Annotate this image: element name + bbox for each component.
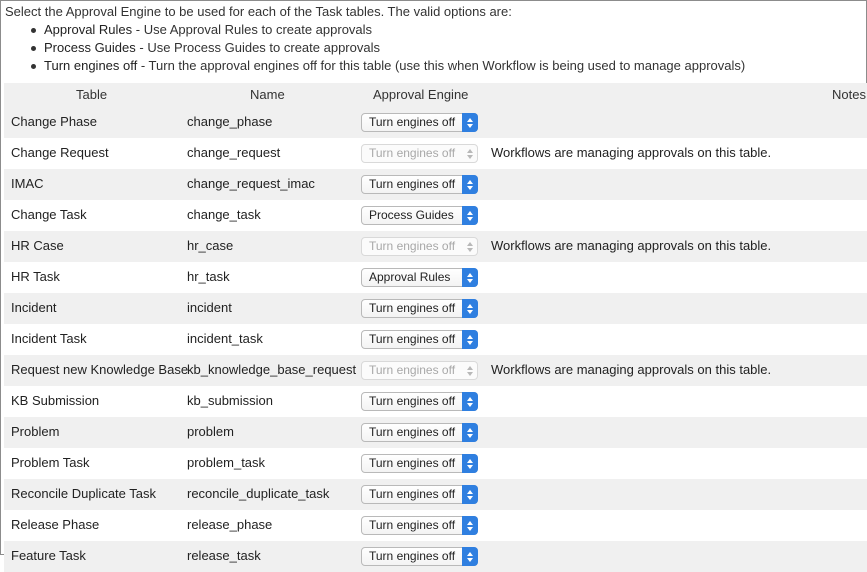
select-value: Turn engines off <box>369 456 456 470</box>
table-row <box>4 262 867 293</box>
select-value: Turn engines off <box>369 146 456 160</box>
option-approval-rules <box>44 21 745 39</box>
select-value: Process Guides <box>369 208 454 222</box>
select-value: Turn engines off <box>369 332 456 346</box>
select-value: Turn engines off <box>369 518 456 532</box>
cell-table-label: KB Submission <box>11 393 100 408</box>
approval-engine-select[interactable] <box>361 516 478 535</box>
cell-table-label: Change Task <box>11 207 87 222</box>
option-desc: - Use Approval Rules to create approvals <box>132 22 373 37</box>
select-value: Turn engines off <box>369 487 456 501</box>
table-row <box>4 386 867 417</box>
cell-table-name: hr_task <box>187 269 230 284</box>
table-row <box>4 541 867 572</box>
approval-engine-select[interactable] <box>361 423 478 442</box>
cell-table-name: change_request_imac <box>187 176 315 191</box>
cell-table-name: change_request <box>187 145 281 160</box>
table-row <box>4 293 867 324</box>
cell-table-label: Request new Knowledge Base <box>11 362 189 377</box>
cell-table-name: incident_task <box>187 331 263 346</box>
select-value: Turn engines off <box>369 115 456 129</box>
select-stepper-icon <box>462 268 478 287</box>
approval-engine-select[interactable] <box>361 113 478 132</box>
option-name: Approval Rules <box>44 22 133 37</box>
cell-table-label: IMAC <box>11 176 44 191</box>
approval-engine-select[interactable] <box>361 454 478 473</box>
select-value: Turn engines off <box>369 239 456 253</box>
approval-engine-select <box>361 144 478 163</box>
approval-engine-select[interactable] <box>361 330 478 349</box>
approval-engine-select[interactable] <box>361 206 478 225</box>
select-stepper-icon <box>462 113 478 132</box>
table-row <box>4 448 867 479</box>
cell-table-label: Feature Task <box>11 548 86 563</box>
options-list <box>5 21 745 75</box>
approval-engine-select[interactable] <box>361 392 478 411</box>
select-value: Turn engines off <box>369 363 456 377</box>
cell-table-label: Release Phase <box>11 517 100 532</box>
approval-engine-select[interactable] <box>361 268 478 287</box>
cell-table-name: kb_knowledge_base_request <box>187 362 357 377</box>
approval-engine-select[interactable] <box>361 547 478 566</box>
cell-table-name: reconcile_duplicate_task <box>187 486 330 501</box>
option-turn-engines-off <box>44 57 745 75</box>
option-process-guides <box>44 39 745 57</box>
approval-engine-select[interactable] <box>361 175 478 194</box>
cell-table-label: Problem <box>11 424 60 439</box>
select-stepper-icon <box>462 392 478 411</box>
select-stepper-icon <box>462 206 478 225</box>
table-row <box>4 417 867 448</box>
cell-table-label: HR Task <box>11 269 60 284</box>
select-value: Turn engines off <box>369 425 456 439</box>
cell-table-name: hr_case <box>187 238 234 253</box>
option-desc: - Turn the approval engines off for this table (use this when Workflow is being used to manage approvals) <box>137 58 746 73</box>
select-stepper-icon <box>462 299 478 318</box>
table-row <box>4 231 867 262</box>
cell-table-name: change_phase <box>187 114 273 129</box>
table-row <box>4 355 867 386</box>
cell-table-name: problem_task <box>187 455 266 470</box>
select-value: Turn engines off <box>369 301 456 315</box>
column-header-notes: Notes <box>832 87 866 102</box>
table-row <box>4 510 867 541</box>
cell-table-label: Change Phase <box>11 114 98 129</box>
select-stepper-icon <box>462 175 478 194</box>
intro <box>5 3 745 75</box>
select-stepper-icon <box>462 454 478 473</box>
select-stepper-icon <box>462 516 478 535</box>
cell-table-name: incident <box>187 300 232 315</box>
table-row <box>4 200 867 231</box>
cell-table-name: release_task <box>187 548 261 563</box>
cell-table-name: release_phase <box>187 517 273 532</box>
select-stepper-icon <box>462 330 478 349</box>
approval-engine-select <box>361 237 478 256</box>
table-row <box>4 138 867 169</box>
option-name: Turn engines off <box>44 58 138 73</box>
option-desc: - Use Process Guides to create approvals <box>135 40 380 55</box>
select-value: Turn engines off <box>369 549 456 563</box>
table-row <box>4 107 867 138</box>
cell-table-label: Incident <box>11 300 57 315</box>
table-row <box>4 479 867 510</box>
option-name: Process Guides <box>44 40 136 55</box>
select-stepper-icon <box>462 423 478 442</box>
column-header-approval-engine: Approval Engine <box>373 87 469 102</box>
cell-table-label: Problem Task <box>11 455 90 470</box>
table-row <box>4 169 867 200</box>
cell-note: Workflows are managing approvals on this table. <box>491 362 772 377</box>
select-stepper-icon <box>462 361 478 380</box>
select-value: Approval Rules <box>369 270 451 284</box>
cell-table-label: HR Case <box>11 238 64 253</box>
select-value: Turn engines off <box>369 177 456 191</box>
cell-table-label: Change Request <box>11 145 109 160</box>
cell-table-name: kb_submission <box>187 393 273 408</box>
select-stepper-icon <box>462 144 478 163</box>
column-header-name: Name <box>250 87 285 102</box>
cell-note: Workflows are managing approvals on this table. <box>491 145 772 160</box>
column-header-table: Table <box>76 87 108 102</box>
select-value: Turn engines off <box>369 394 456 408</box>
cell-table-label: Incident Task <box>11 331 87 346</box>
approval-engine-select <box>361 361 478 380</box>
select-stepper-icon <box>462 485 478 504</box>
select-stepper-icon <box>462 547 478 566</box>
table-body <box>4 107 867 572</box>
cell-table-name: problem <box>187 424 234 439</box>
approval-engine-table <box>4 83 867 572</box>
cell-table-name: change_task <box>187 207 261 222</box>
cell-note: Workflows are managing approvals on this table. <box>491 238 772 253</box>
table-row <box>4 324 867 355</box>
intro-text: Select the Approval Engine to be used for each of the Task tables. The valid options are: <box>5 4 512 19</box>
cell-table-label: Reconcile Duplicate Task <box>11 486 156 501</box>
approval-engine-select[interactable] <box>361 485 478 504</box>
table-header <box>4 83 867 107</box>
select-stepper-icon <box>462 237 478 256</box>
approval-engine-select[interactable] <box>361 299 478 318</box>
